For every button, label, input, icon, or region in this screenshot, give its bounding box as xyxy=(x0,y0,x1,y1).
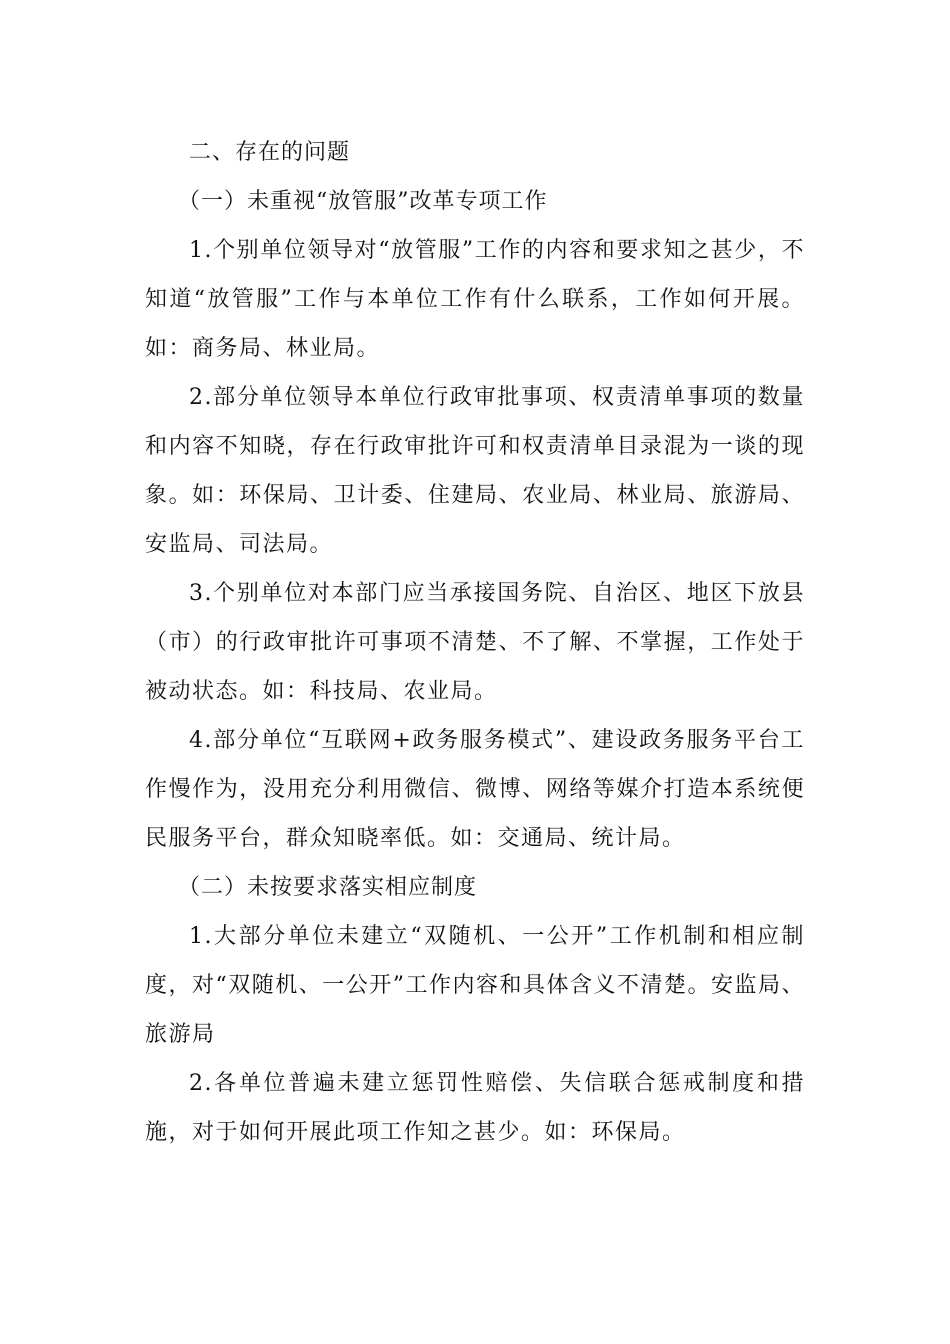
subsection-title-2: （二）未按要求落实相应制度 xyxy=(178,875,478,900)
paragraph-2-2: 2.各单位普遍未建立惩罚性赔偿、失信联合惩戒制度和措施，对于如何开展此项工作知之甚少。如：环保局。 xyxy=(145,1071,805,1145)
paragraph-1-1: 1.个别单位领导对“放管服”工作的内容和要求知之甚少，不知道“放管服”工作与本单位工作有什么联系，工作如何开展。如：商务局、林业局。 xyxy=(145,238,805,361)
paragraph-1-3: 3.个别单位对本部门应当承接国务院、自治区、地区下放县（市）的行政审批许可事项不清楚、不了解、不掌握，工作处于被动状态。如：科技局、农业局。 xyxy=(145,581,805,704)
paragraph-1-2: 2.部分单位领导本单位行政审批事项、权责清单事项的数量和内容不知晓，存在行政审批许可和权责清单目录混为一谈的现象。如：环保局、卫计委、住建局、农业局、林业局、旅游局、安监局、司法局。 xyxy=(145,385,805,557)
paragraph-1-4: 4.部分单位“互联网+政务服务模式”、建设政务服务平台工作慢作为，没用充分利用微信、微博、网络等媒介打造本系统便民服务平台，群众知晓率低。如：交通局、统计局。 xyxy=(145,728,805,851)
document-body xyxy=(145,128,805,1157)
subsection-title-1: （一）未重视“放管服”改革专项工作 xyxy=(178,189,548,214)
paragraph-2-1: 1.大部分单位未建立“双随机、一公开”工作机制和相应制度，对“双随机、一公开”工作内容和具体含义不清楚。安监局、旅游局 xyxy=(145,924,805,1047)
section-title: 二、存在的问题 xyxy=(189,140,351,165)
